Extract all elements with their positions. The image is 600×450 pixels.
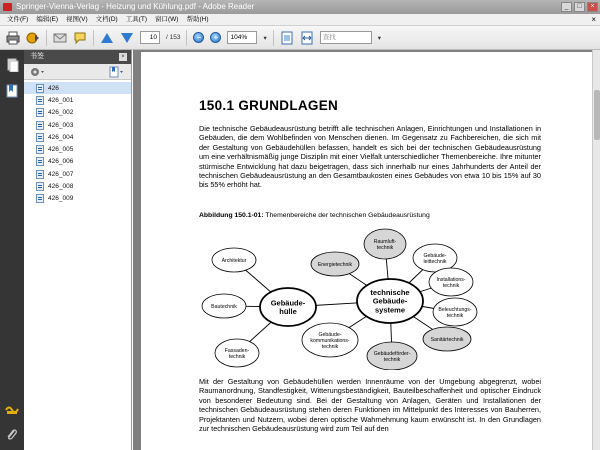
fit-width-icon[interactable] xyxy=(300,31,314,45)
diagram-node-label: technik xyxy=(376,244,394,251)
bookmark-icon xyxy=(36,182,44,191)
section-heading: 150.1 GRUNDLAGEN xyxy=(199,98,339,113)
bookmark-item[interactable]: 426_004 xyxy=(24,131,131,143)
bookmark-icon xyxy=(36,96,44,105)
menu-bar xyxy=(0,14,600,26)
menu-window[interactable]: 窗口(W) xyxy=(155,16,179,23)
fit-page-icon[interactable] xyxy=(280,31,294,45)
email-icon[interactable] xyxy=(53,31,67,45)
bookmark-item[interactable]: 426 xyxy=(24,82,131,94)
diagram-node-label: Beleuchtungs- xyxy=(438,306,472,313)
diagram-node-label: Energietechnik xyxy=(317,261,353,268)
share-icon[interactable] xyxy=(26,31,40,45)
diagram-node-label: leittechnik xyxy=(423,258,447,265)
attachments-icon[interactable] xyxy=(5,428,19,442)
diagram-node-label: Gebäude- xyxy=(318,331,342,338)
diagram-node-label: Raumluft- xyxy=(373,238,397,245)
bookmarks-panel-header xyxy=(24,50,131,64)
diagram-node-label: Bautechnik xyxy=(211,303,237,310)
minimize-button[interactable]: _ xyxy=(561,2,572,12)
bookmark-item[interactable]: 426_001 xyxy=(24,94,131,106)
page-number-input[interactable]: 10 xyxy=(140,31,160,44)
bookmark-item[interactable]: 426_009 xyxy=(24,193,131,205)
bookmark-icon xyxy=(36,133,44,142)
bookmark-icon xyxy=(36,121,44,130)
bookmark-item[interactable]: 426_008 xyxy=(24,180,131,192)
bookmark-icon xyxy=(36,84,44,93)
pages-icon[interactable] xyxy=(5,58,19,72)
diagram-node-label: technik xyxy=(228,353,246,360)
options-gear-icon[interactable] xyxy=(29,66,47,80)
diagram-node-label: technik xyxy=(446,312,464,319)
menu-close-icon[interactable]: × xyxy=(591,15,596,24)
diagram-node-label: Fassaden- xyxy=(224,347,250,354)
menu-tools[interactable]: 工具(T) xyxy=(125,16,147,23)
bookmark-icon xyxy=(36,194,44,203)
bookmark-item[interactable]: 426_007 xyxy=(24,168,131,180)
scrollbar-thumb[interactable] xyxy=(594,90,600,140)
figure-caption xyxy=(199,212,430,219)
window-title: Springer-Vienna-Verlag - Heizung und Kühlung.pdf - Adobe Reader xyxy=(16,2,255,11)
toolbar-separator xyxy=(273,30,274,46)
diagram-node-label: Sanitärtechnik xyxy=(430,336,464,343)
diagram-node-label: kommunikations- xyxy=(310,337,350,344)
figure-caption-text: Themenbereiche der technischen Gebäudeausrüstung xyxy=(263,212,430,219)
diagram-node-label: technik xyxy=(321,343,339,350)
print-icon[interactable] xyxy=(6,31,20,45)
menu-edit[interactable]: 编辑(E) xyxy=(36,16,58,23)
diagram-node-label: technik xyxy=(442,282,460,289)
toolbar-separator xyxy=(186,30,187,46)
vertical-scrollbar[interactable] xyxy=(592,50,600,450)
comment-icon[interactable] xyxy=(73,31,87,45)
diagram-node-label: Architektur xyxy=(221,257,247,264)
toolbar-separator xyxy=(46,30,47,46)
diagram-node-label: Gebäudeförder- xyxy=(373,350,411,357)
figure-caption-label: Abbildung 150.1-01: xyxy=(199,212,264,219)
close-button[interactable]: × xyxy=(587,2,598,12)
bookmark-item[interactable]: 426_003 xyxy=(24,119,131,131)
window-titlebar xyxy=(0,0,600,14)
diagram-hub-building-systems-label: systeme xyxy=(374,305,406,315)
zoom-input[interactable]: 104% xyxy=(227,31,257,44)
navigation-rail xyxy=(0,50,24,450)
bookmarks-panel-title: 书签 xyxy=(30,53,44,60)
pdf-page xyxy=(141,52,593,450)
toolbar xyxy=(0,26,600,50)
menu-document[interactable]: 文档(D) xyxy=(95,16,118,23)
body-paragraph: Mit der Gestaltung von Gebäudehüllen werden Innenräume von der Umgebung abgegrenzt, wobei Raumanordnung, Standfestigkeit, Witterungsbeständigkeit, Bauteilbeschaffenheit und optischer Eindruck von besonderer Bedeutung sind. Bei der Gestaltung von Anlagen, Geräten und Installationen der technischen Gebäudeausrüstung stehen deren Funktionen im Mittelpunkt des Interesses von Bauherren, Projektanten und Nutzern, wobei deren optische Wahrnehmung kaum erwünscht ist. In den Grundlagen zur technischen Gebäudeausrüstung wird zum Teil auf den xyxy=(199,377,541,434)
diagram-hub-building-systems-label: Gebäude- xyxy=(372,296,408,306)
search-input[interactable]: 查找 xyxy=(320,31,372,44)
maximize-button[interactable]: □ xyxy=(574,2,585,12)
bookmarks-toolbar xyxy=(24,64,131,80)
toolbar-separator xyxy=(93,30,94,46)
diagram-node-label: technik xyxy=(383,356,401,363)
diagram-node-label: Installations- xyxy=(436,276,466,283)
zoom-out-icon[interactable]: − xyxy=(193,32,204,43)
signatures-icon[interactable] xyxy=(5,402,19,416)
diagram-hub-building-systems-label: technische xyxy=(370,288,410,297)
bookmark-item[interactable]: 426_002 xyxy=(24,107,131,119)
previous-page-icon[interactable] xyxy=(100,31,114,45)
diagram-node-label: Gebäude- xyxy=(423,252,447,259)
topics-diagram xyxy=(199,222,499,370)
bookmarks-icon[interactable] xyxy=(5,84,19,98)
bookmark-item[interactable]: 426_005 xyxy=(24,143,131,155)
menu-view[interactable]: 视图(V) xyxy=(65,16,88,23)
menu-file[interactable]: 文件(F) xyxy=(7,16,29,23)
page-total: / 153 xyxy=(166,34,181,41)
bookmark-icon xyxy=(36,157,44,166)
zoom-in-icon[interactable]: + xyxy=(210,32,221,43)
bookmark-icon xyxy=(36,145,44,154)
bookmark-icon xyxy=(36,108,44,117)
bookmark-item[interactable]: 426_006 xyxy=(24,156,131,168)
adobe-reader-icon xyxy=(3,3,12,11)
bookmark-icon xyxy=(36,170,44,179)
panel-close-icon[interactable]: × xyxy=(119,53,127,61)
intro-paragraph: Die technische Gebäudeausrüstung betrifft alle technischen Anlagen, Einrichtungen und Installationen in Gebäuden, die dem Wohlbefinden von Menschen dienen. Im Gegensatz zu Fachbereichen, die sich mit der Gestaltung von Gebäudehüllen befassen, handelt es sich bei der technischen Gebäudeausrüstung um eine verhältnismäßig junge Disziplin mit einer Vielfalt unterschiedlicher Themenbereiche. Ihre mitunter stürmische Entwicklung hat dazu beigetragen, dass sich innerhalb nur eines Jahrhunderts der Anteil der technischen Gebäudeausrüstung an den Gesamtbaukosten eines Gebäudes von etwa 10 bis 15% auf 30 bis 55% erhöht hat. xyxy=(199,124,541,190)
diagram-hub-building-envelope-label: hülle xyxy=(279,306,297,316)
bookmarks-list xyxy=(24,80,131,205)
document-viewer[interactable] xyxy=(133,50,600,450)
diagram-hub-building-envelope-label: Gebäude- xyxy=(270,298,306,308)
menu-help[interactable]: 帮助(H) xyxy=(186,16,209,23)
bookmarks-panel xyxy=(24,50,132,450)
zoom-dropdown-icon[interactable]: ▾ xyxy=(263,34,267,42)
next-page-icon[interactable] xyxy=(120,31,134,45)
new-bookmark-icon[interactable] xyxy=(109,66,125,80)
search-dropdown-icon[interactable]: ▾ xyxy=(377,34,381,42)
